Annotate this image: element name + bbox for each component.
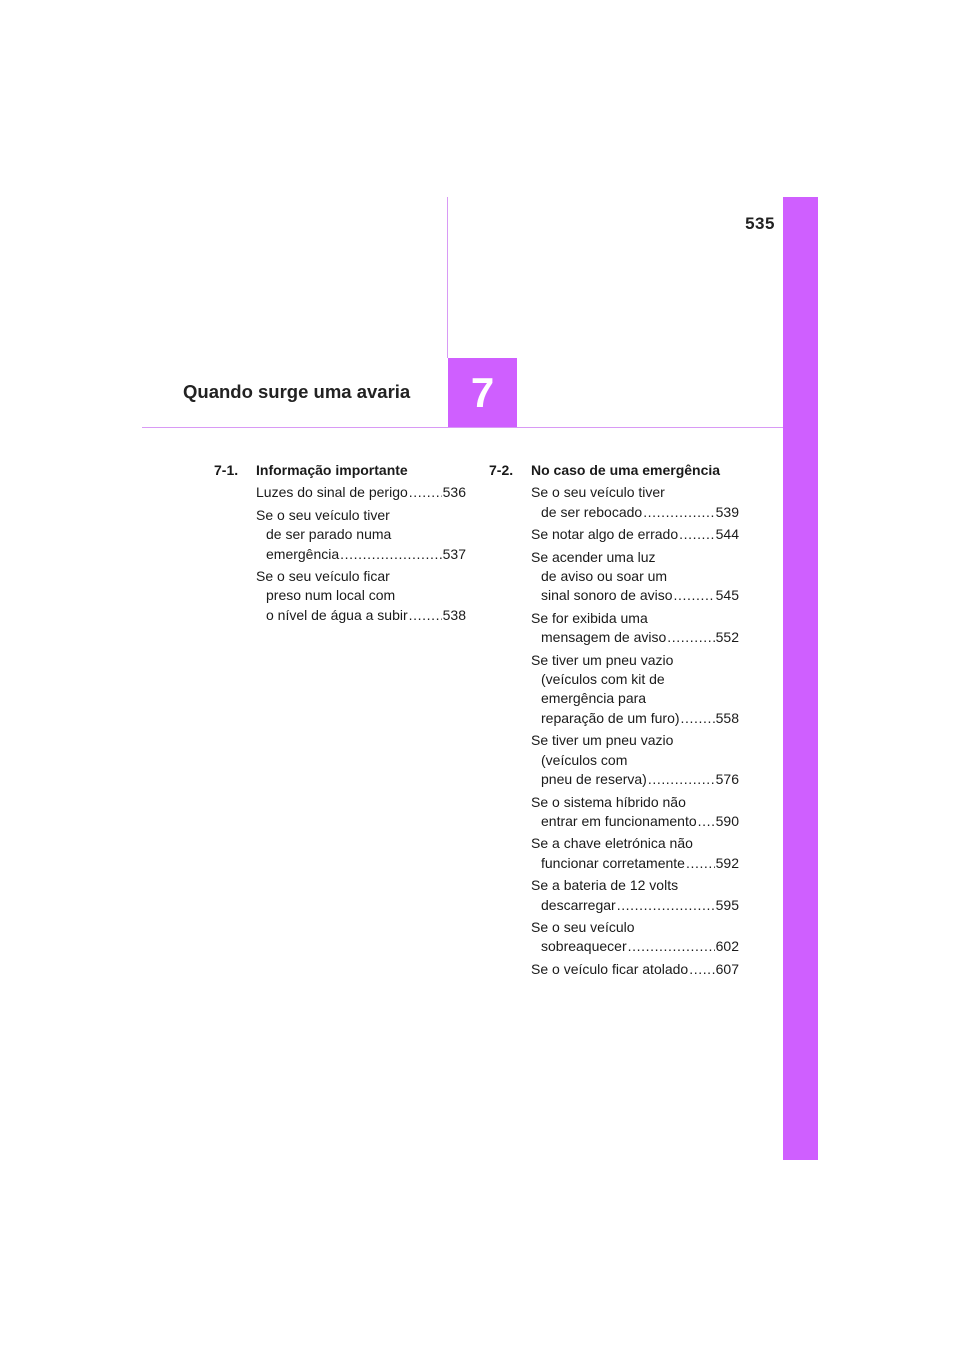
section-heading bbox=[214, 461, 466, 480]
toc-entry[interactable] bbox=[489, 609, 739, 648]
dot-leader bbox=[409, 606, 442, 625]
toc-page-number: 537 bbox=[442, 545, 466, 562]
dot-leader bbox=[648, 770, 715, 789]
toc-entry-text: Se acender uma luz bbox=[531, 548, 656, 565]
toc-page-number: 558 bbox=[715, 709, 739, 726]
toc-entry-text: emergência bbox=[266, 545, 340, 562]
section-number: 7-2. bbox=[489, 462, 514, 478]
toc-entry-text: Se tiver um pneu vazio bbox=[531, 651, 674, 668]
toc-page-number: 545 bbox=[715, 587, 739, 604]
toc-entry-text: o nível de água a subir bbox=[266, 606, 408, 623]
toc-entry-text: Se notar algo de errado bbox=[531, 526, 679, 543]
toc-page-number: 592 bbox=[715, 854, 739, 871]
chapter-side-tab bbox=[783, 197, 818, 1160]
toc-entry-text: emergência para bbox=[541, 690, 647, 707]
dot-leader bbox=[667, 628, 714, 647]
toc-entry-text: entrar em funcionamento bbox=[541, 812, 697, 829]
toc-column-right bbox=[489, 461, 739, 982]
toc-entry-text: de ser rebocado bbox=[541, 503, 643, 520]
toc-page-number: 544 bbox=[715, 526, 739, 543]
toc-page-number: 576 bbox=[715, 771, 739, 788]
dot-leader bbox=[340, 545, 441, 564]
toc-entry-text: Se o veículo ficar atolado bbox=[531, 960, 689, 977]
section-title: Informação importante bbox=[256, 462, 408, 478]
dot-leader bbox=[681, 709, 715, 728]
toc-entry-text: Se a bateria de 12 volts bbox=[531, 877, 679, 894]
dot-leader bbox=[689, 960, 714, 979]
toc-entry[interactable] bbox=[489, 876, 739, 915]
toc-entry-text: de aviso ou soar um bbox=[541, 568, 668, 585]
toc-entry[interactable] bbox=[489, 525, 739, 544]
dot-leader bbox=[617, 896, 715, 915]
section-heading bbox=[489, 461, 739, 480]
toc-entry-text: Se o seu veículo bbox=[531, 918, 635, 935]
toc-entry-text: reparação de um furo) bbox=[541, 709, 680, 726]
dot-leader bbox=[628, 937, 715, 956]
toc-page-number: 552 bbox=[715, 629, 739, 646]
toc-entry[interactable] bbox=[489, 483, 739, 522]
toc-entry[interactable] bbox=[489, 918, 739, 957]
horizontal-divider bbox=[142, 427, 783, 428]
toc-entry-text: Se for exibida uma bbox=[531, 609, 648, 626]
toc-entry[interactable] bbox=[214, 506, 466, 564]
toc-entry-text: (veículos com kit de bbox=[541, 671, 665, 688]
toc-page-number: 536 bbox=[442, 484, 466, 501]
toc-entry[interactable] bbox=[214, 483, 466, 502]
toc-page-number: 607 bbox=[715, 960, 739, 977]
section-number: 7-1. bbox=[214, 462, 239, 478]
toc-entry-text: Se tiver um pneu vazio bbox=[531, 732, 674, 749]
toc-entry[interactable] bbox=[489, 834, 739, 873]
dot-leader bbox=[679, 525, 715, 544]
page-number: 535 bbox=[745, 214, 775, 233]
vertical-divider bbox=[447, 197, 448, 358]
toc-entry[interactable] bbox=[489, 793, 739, 832]
section-title: No caso de uma emergência bbox=[531, 462, 721, 478]
toc-entry-text: sobreaquecer bbox=[541, 938, 627, 955]
toc-entry[interactable] bbox=[489, 651, 739, 729]
toc-entry-text: Se o sistema híbrido não bbox=[531, 793, 686, 810]
toc-entry-text: preso num local com bbox=[266, 587, 396, 604]
dot-leader bbox=[643, 503, 714, 522]
toc-page-number: 539 bbox=[715, 503, 739, 520]
chapter-number-box: 7 bbox=[448, 358, 517, 427]
toc-entry[interactable] bbox=[489, 548, 739, 606]
dot-leader bbox=[698, 812, 715, 831]
toc-entry-text: Se o seu veículo ficar bbox=[256, 568, 390, 585]
toc-entry-text: Luzes do sinal de perigo bbox=[256, 484, 408, 501]
toc-page-number: 602 bbox=[715, 938, 739, 955]
toc-entry-text: Se o seu veículo tiver bbox=[531, 484, 665, 501]
toc-entry-text: Se a chave eletrónica não bbox=[531, 835, 693, 852]
toc-entry-text: Se o seu veículo tiver bbox=[256, 506, 390, 523]
toc-entry[interactable] bbox=[489, 731, 739, 789]
toc-entry[interactable] bbox=[489, 960, 739, 979]
toc-page-number: 595 bbox=[715, 896, 739, 913]
toc-entry-text: pneu de reserva) bbox=[541, 771, 647, 788]
dot-leader bbox=[686, 854, 715, 873]
toc-entry-text: de ser parado numa bbox=[266, 526, 392, 543]
toc-entry-text: sinal sonoro de aviso bbox=[541, 587, 673, 604]
toc-entry-text: mensagem de aviso bbox=[541, 629, 667, 646]
toc-column-left bbox=[214, 461, 466, 628]
chapter-title: Quando surge uma avaria bbox=[183, 381, 411, 402]
toc-entry[interactable] bbox=[214, 567, 466, 625]
toc-page-number: 538 bbox=[442, 606, 466, 623]
toc-entry-text: funcionar corretamente bbox=[541, 854, 685, 871]
dot-leader bbox=[409, 483, 442, 502]
toc-entry-text: (veículos com bbox=[541, 751, 628, 768]
dot-leader bbox=[674, 586, 715, 605]
toc-entry-text: descarregar bbox=[541, 896, 616, 913]
toc-page-number: 590 bbox=[715, 812, 739, 829]
